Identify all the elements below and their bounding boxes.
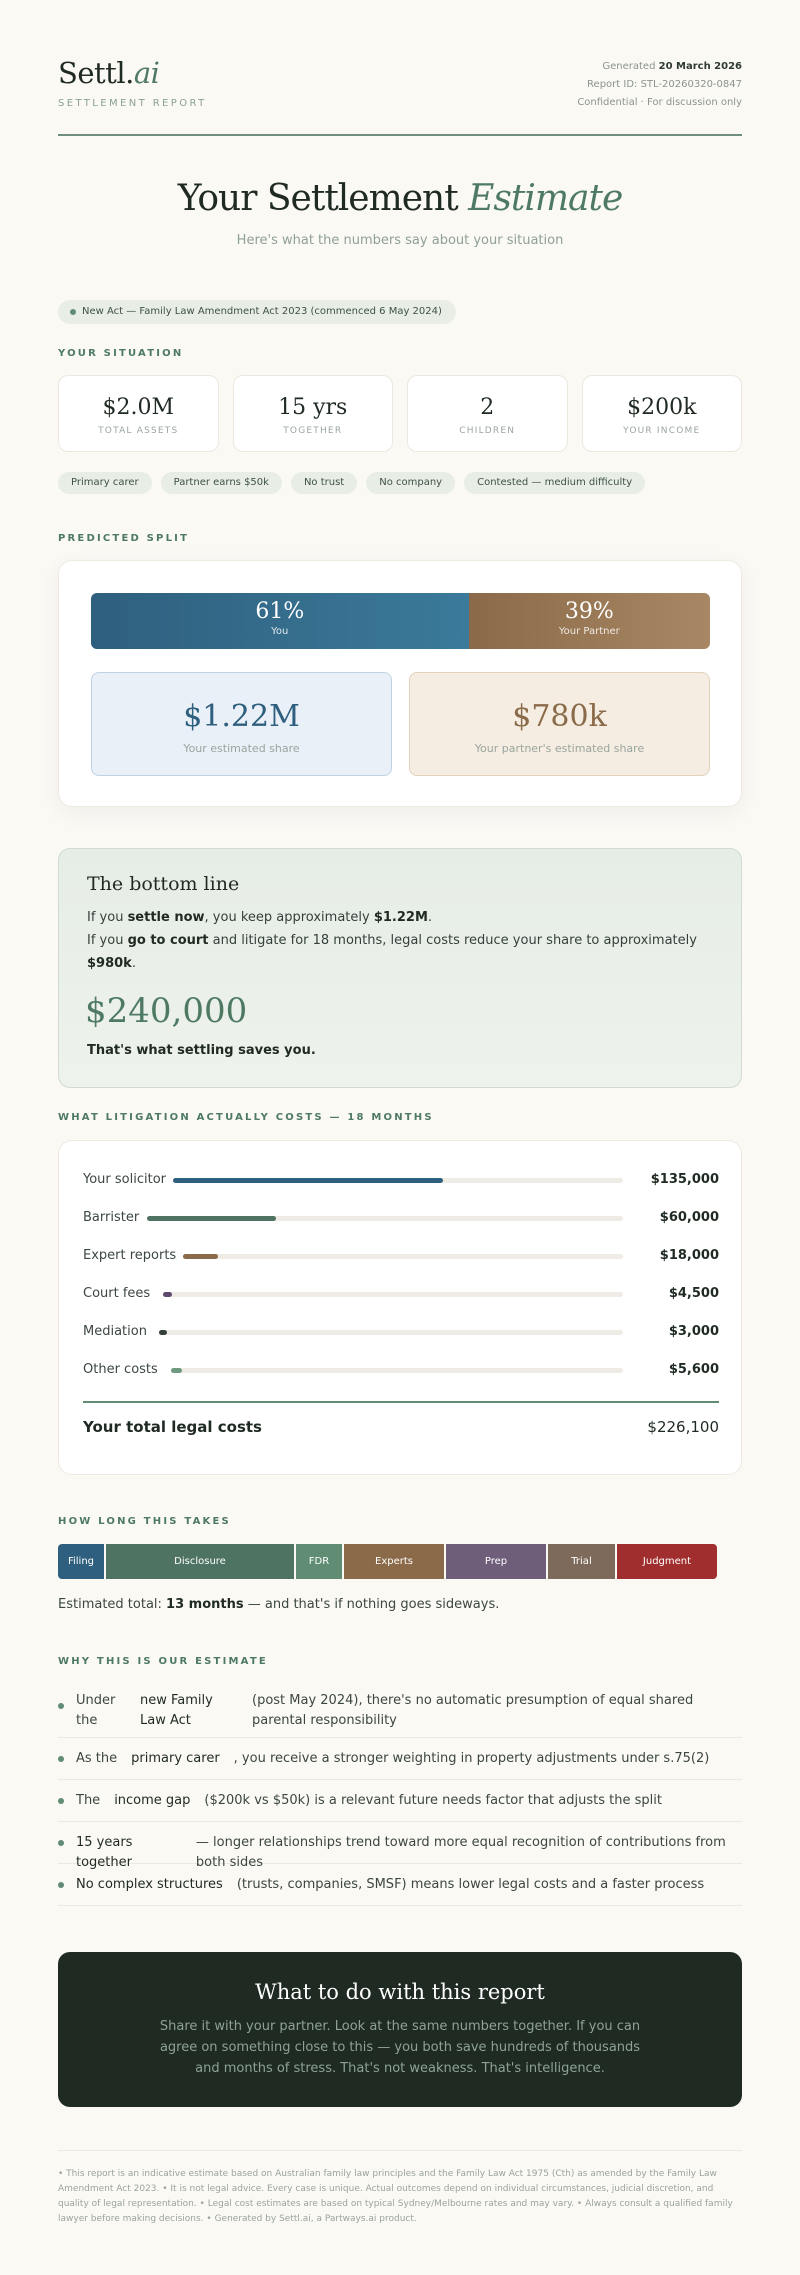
cost-bar-fill bbox=[147, 1216, 276, 1221]
reason-detail: (trusts, companies, SMSF) means lower legal costs and a faster process bbox=[236, 1877, 705, 1892]
cost-bar-track bbox=[183, 1254, 623, 1259]
situation-label: YOUR SITUATION bbox=[58, 348, 184, 359]
reason-lead: Under the bbox=[76, 1693, 116, 1728]
stat-label: TOTAL ASSETS bbox=[98, 426, 179, 436]
stat-value: $2.0M bbox=[102, 395, 174, 420]
cost-bar-fill bbox=[163, 1292, 172, 1297]
partner-share-box bbox=[409, 672, 710, 776]
bullet-dot bbox=[58, 1798, 64, 1804]
why-label: WHY THIS IS OUR ESTIMATE bbox=[58, 1656, 268, 1667]
text-bold: go to court bbox=[127, 933, 209, 948]
tag: No trust bbox=[291, 472, 357, 494]
text: — and that's if nothing goes sideways. bbox=[243, 1597, 500, 1612]
costs-label: WHAT LITIGATION ACTUALLY COSTS — 18 MONTHS bbox=[58, 1112, 434, 1123]
savings-caption: That's what settling saves you. bbox=[87, 1043, 316, 1058]
reason-detail: , you receive a stronger weighting in property adjustments under s.75(2) bbox=[233, 1751, 710, 1766]
report-meta bbox=[577, 58, 742, 112]
split-label: PREDICTED SPLIT bbox=[58, 533, 190, 544]
timeline-stage-trial: Trial bbox=[548, 1544, 615, 1579]
cost-bar-track bbox=[173, 1178, 623, 1183]
reason-detail: — longer relationships trend toward more equal recognition of contributions from both sides bbox=[195, 1835, 726, 1870]
savings-amount: $240,000 bbox=[85, 991, 248, 1031]
cost-name: Other costs bbox=[83, 1362, 158, 1377]
cta-card bbox=[58, 1952, 742, 2107]
costs-card bbox=[58, 1140, 742, 1475]
cost-bar-track bbox=[147, 1216, 623, 1221]
reason-lead: The bbox=[76, 1793, 101, 1808]
total-amount: $226,100 bbox=[647, 1418, 719, 1436]
split-bar-you bbox=[91, 593, 469, 649]
cost-amount: $3,000 bbox=[668, 1324, 719, 1339]
generated-date: 20 March 2026 bbox=[658, 61, 742, 72]
generated-line bbox=[577, 58, 742, 76]
reason-detail: ($200k vs $50k) is a relevant future needs factor that adjusts the split bbox=[204, 1793, 662, 1808]
cost-row bbox=[83, 1284, 719, 1304]
bottom-line-card bbox=[58, 848, 742, 1088]
split-bar-partner bbox=[469, 593, 710, 649]
stat-card bbox=[407, 375, 568, 452]
reason-item bbox=[58, 1780, 742, 1822]
cost-bar-fill bbox=[159, 1330, 167, 1335]
cost-name: Court fees bbox=[83, 1286, 151, 1301]
your-share-box bbox=[91, 672, 392, 776]
cost-amount: $5,600 bbox=[668, 1362, 719, 1377]
reason-lead: As the bbox=[76, 1751, 118, 1766]
reason-item bbox=[58, 1684, 742, 1738]
tag: Contested — medium difficulty bbox=[464, 472, 645, 494]
text: , you keep approximately bbox=[204, 910, 374, 925]
cost-name: Mediation bbox=[83, 1324, 147, 1339]
cost-bar-fill bbox=[183, 1254, 218, 1259]
text: . bbox=[131, 956, 136, 971]
partner-share-label: Your partner's estimated share bbox=[474, 742, 645, 755]
cost-row bbox=[83, 1246, 719, 1266]
generated-label: Generated bbox=[602, 61, 656, 72]
cost-name: Barrister bbox=[83, 1210, 140, 1225]
report-id: Report ID: STL-20260320-0847 bbox=[587, 79, 742, 90]
estimated-months: 13 months bbox=[166, 1597, 244, 1612]
cost-amount: $4,500 bbox=[668, 1286, 719, 1301]
cost-bar-fill bbox=[171, 1368, 182, 1373]
title-accent: Estimate bbox=[468, 178, 623, 219]
footer-disclaimer: • This report is an indicative estimate based on Australian family law principles and the Family Law Act 1975 (Cth) as amended by the Family Law Amendment Act 2023. • It is not legal advice. Every case is unique. Actual outcomes depend on individual circumstances, judicial discretion, and quality of legal representation. • Legal cost estimates are based on typical Sydney/Melbourne rates and may vary. • Always consult a qualified family lawyer before making decisions. • Generated by Settl.ai, a Partways.ai product. bbox=[58, 2169, 733, 2224]
total-divider bbox=[83, 1401, 719, 1403]
logo-accent: ai bbox=[133, 56, 160, 90]
settle-amount: $1.22M bbox=[373, 910, 428, 925]
cost-amount: $60,000 bbox=[659, 1210, 719, 1225]
timeline-stage-prep: Prep bbox=[446, 1544, 546, 1579]
confidential-note: Confidential · For discussion only bbox=[577, 97, 742, 108]
partner-label: Your Partner bbox=[558, 626, 620, 637]
page-title bbox=[0, 178, 800, 219]
stat-card bbox=[582, 375, 743, 452]
stat-card bbox=[233, 375, 394, 452]
cta-body: Share it with your partner. Look at the same numbers together. If you can agree on something close to this — you both save hundreds of thousands and months of stress. That's not weakness. That's intelligence. bbox=[159, 2019, 641, 2076]
reason-key: primary carer bbox=[131, 1751, 220, 1766]
reasons-list bbox=[58, 1684, 742, 1906]
stat-card bbox=[58, 375, 219, 452]
timeline-bar bbox=[58, 1544, 717, 1579]
stat-value: 15 yrs bbox=[278, 395, 348, 420]
bullet-dot bbox=[58, 1840, 64, 1846]
cost-amount: $135,000 bbox=[650, 1172, 719, 1187]
split-bar bbox=[91, 593, 710, 649]
stat-label: YOUR INCOME bbox=[623, 426, 701, 436]
you-percent: 61% bbox=[255, 599, 305, 624]
text: and litigate for 18 months, legal costs reduce your share to approximately bbox=[208, 933, 697, 948]
reason-key: No complex structures bbox=[76, 1877, 223, 1892]
title-main: Your Settlement bbox=[177, 178, 458, 219]
reason-item bbox=[58, 1738, 742, 1780]
you-label: You bbox=[271, 626, 289, 637]
reason-detail: (post May 2024), there's no automatic presumption of equal shared parental responsibility bbox=[252, 1693, 694, 1728]
court-amount: $980k bbox=[87, 956, 132, 971]
bullet-dot bbox=[58, 1703, 64, 1709]
text: . bbox=[427, 910, 433, 925]
cost-bar-track bbox=[159, 1330, 623, 1335]
settle-now-line bbox=[87, 906, 717, 929]
reason-key: income gap bbox=[114, 1793, 191, 1808]
timeline-label: HOW LONG THIS TAKES bbox=[58, 1516, 231, 1527]
cost-bar-track bbox=[163, 1292, 623, 1297]
page-subtitle: Here's what the numbers say about your situation bbox=[236, 233, 564, 248]
text: If you bbox=[87, 933, 128, 948]
partner-share-value: $780k bbox=[512, 699, 607, 734]
stat-label: TOGETHER bbox=[283, 426, 343, 436]
timeline-stage-filing: Filing bbox=[58, 1544, 104, 1579]
cost-row bbox=[83, 1360, 719, 1380]
reason-item bbox=[58, 1864, 742, 1906]
header-divider bbox=[58, 134, 742, 136]
your-share-label: Your estimated share bbox=[183, 742, 300, 755]
cost-name: Your solicitor bbox=[83, 1172, 166, 1187]
act-badge: New Act — Family Law Amendment Act 2023 (commenced 6 May 2024) bbox=[58, 300, 456, 324]
stat-label: CHILDREN bbox=[459, 426, 516, 436]
logo bbox=[58, 56, 159, 90]
cost-amount: $18,000 bbox=[659, 1248, 719, 1263]
partner-percent: 39% bbox=[564, 599, 614, 624]
bullet-dot bbox=[58, 1882, 64, 1888]
cta-title: What to do with this report bbox=[255, 1980, 545, 2004]
cost-row bbox=[83, 1208, 719, 1228]
stat-value: 2 bbox=[480, 395, 495, 420]
cost-name: Expert reports bbox=[83, 1248, 177, 1263]
reason-item bbox=[58, 1822, 742, 1870]
logo-main: Settl. bbox=[58, 56, 134, 90]
footer-divider bbox=[58, 2150, 742, 2151]
timeline-stage-fdr: FDR bbox=[296, 1544, 342, 1579]
total-label: Your total legal costs bbox=[83, 1418, 262, 1436]
cost-bar-track bbox=[171, 1368, 623, 1373]
tag: Primary carer bbox=[58, 472, 152, 494]
situation-tags bbox=[58, 472, 645, 494]
bottom-line-title: The bottom line bbox=[87, 873, 240, 895]
reason-key: new Family Law Act bbox=[140, 1693, 213, 1728]
reason-key: 15 years together bbox=[76, 1835, 133, 1870]
timeline-stage-judgment: Judgment bbox=[617, 1544, 717, 1579]
text-bold: settle now bbox=[127, 910, 205, 925]
text: If you bbox=[87, 910, 128, 925]
cost-bar-fill bbox=[173, 1178, 443, 1183]
split-card bbox=[58, 560, 742, 807]
go-to-court-line bbox=[87, 929, 717, 975]
total-row bbox=[83, 1418, 719, 1436]
timeline-stage-disclosure: Disclosure bbox=[106, 1544, 294, 1579]
cost-row bbox=[83, 1170, 719, 1190]
tag: No company bbox=[366, 472, 455, 494]
situation-stats bbox=[58, 375, 742, 452]
your-share-value: $1.22M bbox=[183, 699, 300, 734]
tag: Partner earns $50k bbox=[161, 472, 282, 494]
bullet-dot bbox=[58, 1756, 64, 1762]
logo-subtitle: SETTLEMENT REPORT bbox=[58, 98, 207, 109]
estimated-total bbox=[58, 1597, 499, 1612]
stat-value: $200k bbox=[627, 395, 697, 420]
cost-row bbox=[83, 1322, 719, 1342]
text: Estimated total: bbox=[58, 1597, 167, 1612]
timeline-stage-experts: Experts bbox=[344, 1544, 444, 1579]
